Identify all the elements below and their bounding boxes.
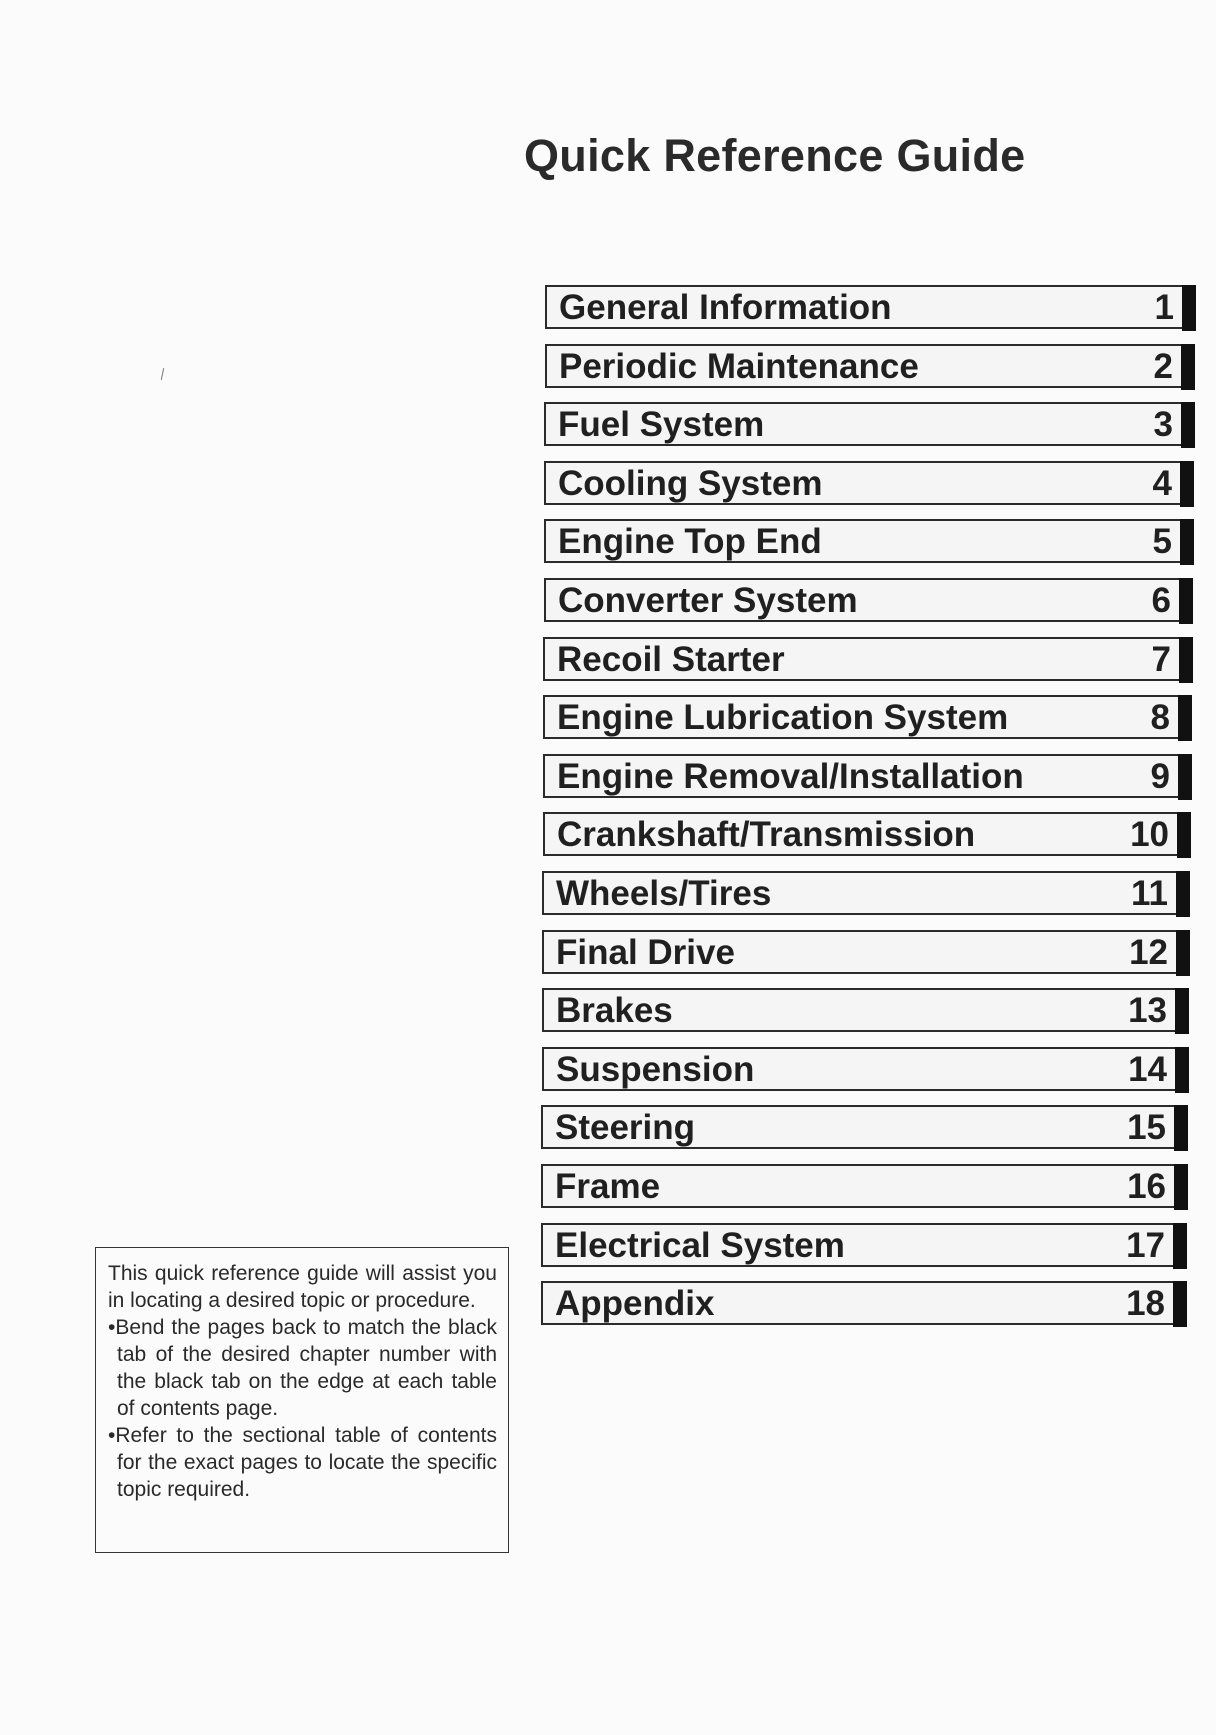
toc-item-18[interactable] [541,1281,1187,1325]
toc-item-label: Frame [555,1167,661,1206]
toc-item-10[interactable] [543,812,1191,856]
toc-item-number: 15 [1127,1108,1166,1147]
toc-item-4[interactable] [544,461,1194,505]
chapter-black-tab [1176,871,1190,917]
toc-item-14[interactable] [542,1047,1189,1091]
toc-item-number: 17 [1126,1226,1165,1265]
toc-item-7[interactable] [543,637,1193,681]
toc-item-2[interactable] [545,344,1195,388]
toc-item-label: Suspension [556,1050,755,1089]
toc-item-number: 1 [1154,288,1174,327]
note-bullet-refer-toc: •Refer to the sectional table of contents for the exact pages to locate the specific topic required. [108,1424,497,1501]
toc-item-number: 13 [1128,991,1167,1030]
chapter-black-tab [1177,812,1191,858]
chapter-black-tab [1173,1281,1187,1327]
stray-mark [161,368,164,380]
toc-item-3[interactable] [544,402,1195,446]
chapter-black-tab [1182,285,1196,331]
toc-item-number: 7 [1151,640,1171,679]
chapter-black-tab [1178,754,1192,800]
toc-item-1[interactable] [545,285,1196,329]
toc-item-label: Final Drive [556,933,735,972]
toc-item-number: 5 [1152,522,1172,561]
page-title: Quick Reference Guide [524,130,1026,181]
chapter-black-tab [1181,402,1195,448]
toc-item-number: 3 [1153,405,1173,444]
toc-item-8[interactable] [543,695,1192,739]
toc-item-label: Engine Lubrication System [557,698,1009,737]
chapter-black-tab [1173,1223,1187,1269]
toc-item-label: Engine Removal/Installation [557,757,1024,796]
toc-item-label: Wheels/Tires [556,874,772,913]
toc-item-label: Crankshaft/Transmission [557,815,976,854]
chapter-black-tab [1181,344,1195,390]
chapter-black-tab [1175,988,1189,1034]
toc-item-9[interactable] [543,754,1192,798]
toc-item-label: Cooling System [558,464,823,503]
chapter-black-tab [1179,578,1193,624]
toc-item-label: Appendix [555,1284,715,1323]
toc-item-15[interactable] [541,1105,1188,1149]
toc-item-number: 2 [1153,347,1173,386]
chapter-black-tab [1174,1105,1188,1151]
toc-item-17[interactable] [541,1223,1187,1267]
toc-item-13[interactable] [542,988,1189,1032]
note-intro: This quick reference guide will assist you in locating a desired topic or procedure. [108,1262,497,1312]
toc-item-number: 9 [1150,757,1170,796]
toc-item-11[interactable] [542,871,1190,915]
toc-item-label: Electrical System [555,1226,845,1265]
toc-item-5[interactable] [544,519,1194,563]
chapter-black-tab [1176,930,1190,976]
toc-item-label: Brakes [556,991,673,1030]
toc-item-number: 8 [1150,698,1170,737]
chapter-black-tab [1180,461,1194,507]
chapter-black-tab [1179,637,1193,683]
toc-item-number: 14 [1128,1050,1167,1089]
note-bullet-bend-pages: •Bend the pages back to match the black tab of the desired chapter number with the black tab on the edge at each table of contents page. [108,1316,497,1420]
chapter-black-tab [1174,1164,1188,1210]
chapter-black-tab [1175,1047,1189,1093]
toc-item-label: General Information [559,288,892,327]
toc-item-label: Converter System [558,581,858,620]
toc-item-number: 18 [1126,1284,1165,1323]
toc-item-number: 12 [1129,933,1168,972]
toc-item-number: 10 [1130,815,1169,854]
toc-item-label: Engine Top End [558,522,822,561]
toc-item-16[interactable] [541,1164,1188,1208]
chapter-black-tab [1178,695,1192,741]
toc-item-number: 6 [1151,581,1171,620]
chapter-black-tab [1180,519,1194,565]
toc-item-label: Fuel System [558,405,765,444]
toc-item-number: 4 [1152,464,1172,503]
toc-item-12[interactable] [542,930,1190,974]
toc-item-6[interactable] [544,578,1193,622]
toc-item-number: 11 [1131,874,1168,913]
instruction-note-box [95,1247,509,1553]
toc-item-label: Periodic Maintenance [559,347,919,386]
toc-item-label: Steering [555,1108,696,1147]
toc-item-number: 16 [1127,1167,1166,1206]
toc-item-label: Recoil Starter [557,640,785,679]
